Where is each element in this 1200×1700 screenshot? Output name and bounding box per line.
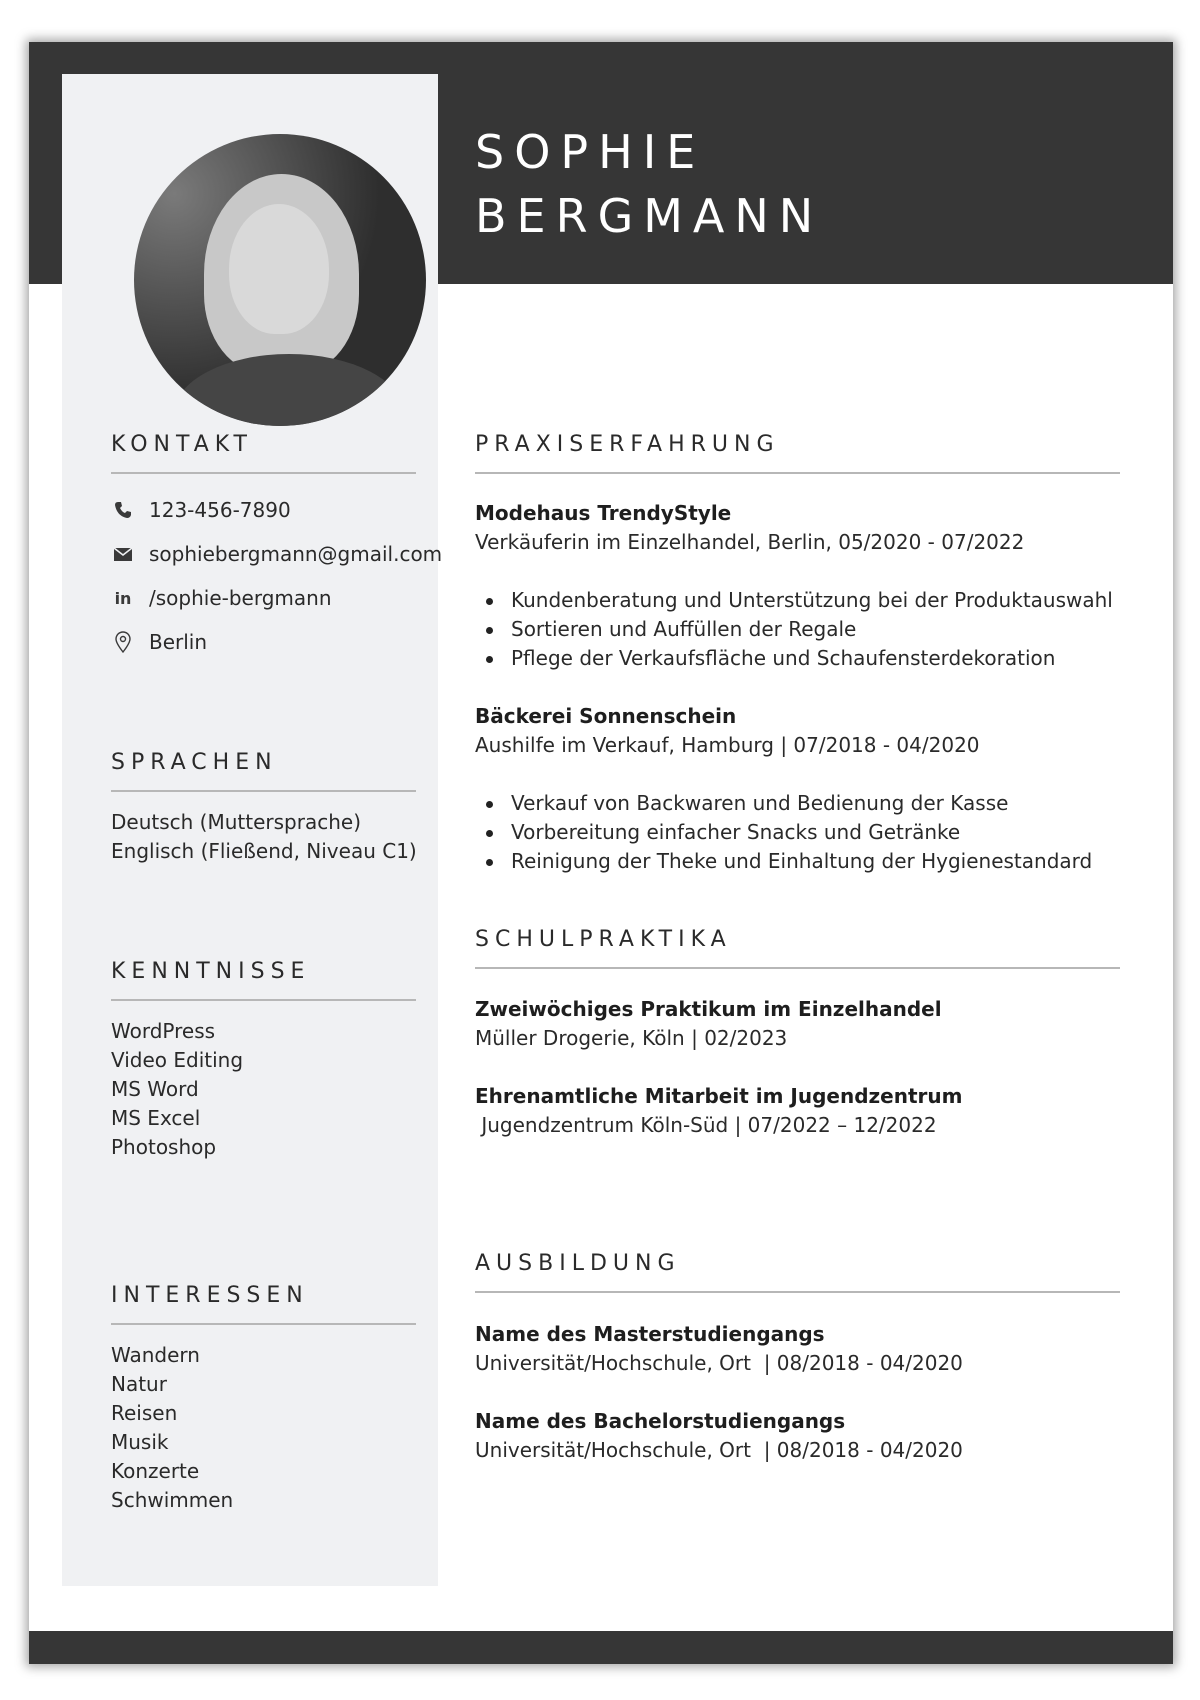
job-entry [475, 499, 1155, 673]
interest-item: Reisen [111, 1401, 178, 1425]
interest-item: Wandern [111, 1343, 200, 1367]
location-pin-icon [111, 630, 135, 654]
skill-item: Video Editing [111, 1048, 244, 1072]
interest-item: Musik [111, 1430, 169, 1454]
job-role: Aushilfe im Verkauf, Hamburg | 07/2018 - 04/2020 [475, 733, 980, 757]
resume-page [29, 42, 1173, 1664]
contact-divider [111, 472, 416, 474]
contact-linkedin[interactable] [111, 583, 332, 613]
duty-item: Verkauf von Backwaren und Bedienung der Kasse [475, 789, 1155, 818]
interests-heading: INTERESSEN [111, 1283, 309, 1308]
language-item: Deutsch (Muttersprache) [111, 810, 361, 834]
experience-heading: PRAXISERFAHRUNG [475, 432, 780, 457]
skill-item: MS Excel [111, 1106, 201, 1130]
job-duties [475, 789, 1155, 876]
contact-email[interactable] [111, 539, 442, 569]
internship-details: Jugendzentrum Köln-Süd | 07/2022 – 12/2022 [475, 1113, 937, 1137]
duty-item: Vorbereitung einfacher Snacks und Getränke [475, 818, 1155, 847]
skills-divider [111, 999, 416, 1001]
internship-details: Müller Drogerie, Köln | 02/2023 [475, 1026, 788, 1050]
job-company: Bäckerei Sonnenschein [475, 704, 737, 728]
linkedin-handle: /sophie-bergmann [149, 586, 332, 610]
duty-item: Pflege der Verkaufsfläche und Schaufensterdekoration [475, 644, 1155, 673]
skills-heading: KENNTNISSE [111, 959, 311, 984]
contact-heading: KONTAKT [111, 432, 253, 457]
internships-heading: SCHULPRAKTIKA [475, 927, 732, 952]
duty-item: Sortieren und Auffüllen der Regale [475, 615, 1155, 644]
skill-item: WordPress [111, 1019, 216, 1043]
skills-list [111, 1017, 243, 1162]
location-text: Berlin [149, 630, 208, 654]
degree-details: Universität/Hochschule, Ort | 08/2018 - 04/2020 [475, 1351, 963, 1375]
language-item: Englisch (Fließend, Niveau C1) [111, 839, 417, 863]
skill-item: MS Word [111, 1077, 199, 1101]
job-company: Modehaus TrendyStyle [475, 501, 732, 525]
internship-title: Zweiwöchiges Praktikum im Einzelhandel [475, 997, 942, 1021]
contact-phone[interactable] [111, 495, 291, 525]
degree-title: Name des Bachelorstudiengangs [475, 1409, 846, 1433]
internships-divider [475, 967, 1120, 969]
candidate-name [475, 120, 823, 248]
languages-divider [111, 790, 416, 792]
education-entry [475, 1407, 1155, 1465]
languages-list [111, 808, 417, 866]
phone-number: 123-456-7890 [149, 498, 291, 522]
experience-divider [475, 472, 1120, 474]
sidebar [62, 74, 443, 1586]
phone-icon [111, 498, 135, 522]
internship-entry [475, 995, 1155, 1053]
first-name: SOPHIE [475, 125, 706, 179]
interests-divider [111, 1323, 416, 1325]
education-heading: AUSBILDUNG [475, 1251, 681, 1276]
duty-item: Kundenberatung und Unterstützung bei der Produktauswahl [475, 586, 1155, 615]
job-duties [475, 586, 1155, 673]
education-divider [475, 1291, 1120, 1293]
interests-list [111, 1341, 233, 1515]
last-name: BERGMANN [475, 189, 824, 243]
degree-details: Universität/Hochschule, Ort | 08/2018 - 04/2020 [475, 1438, 963, 1462]
interest-item: Schwimmen [111, 1488, 234, 1512]
job-entry [475, 702, 1155, 876]
skill-item: Photoshop [111, 1135, 217, 1159]
degree-title: Name des Masterstudiengangs [475, 1322, 825, 1346]
languages-heading: SPRACHEN [111, 750, 278, 775]
interest-item: Konzerte [111, 1459, 200, 1483]
internship-title: Ehrenamtliche Mitarbeit im Jugendzentrum [475, 1084, 963, 1108]
duty-item: Reinigung der Theke und Einhaltung der Hygienestandard [475, 847, 1155, 876]
mail-icon [111, 542, 135, 566]
email-address: sophiebergmann@gmail.com [149, 542, 443, 566]
internship-entry [475, 1082, 1155, 1140]
education-entry [475, 1320, 1155, 1378]
interest-item: Natur [111, 1372, 167, 1396]
contact-location [111, 627, 207, 657]
linkedin-icon: in [114, 588, 132, 608]
footer-bar [29, 1631, 1173, 1664]
profile-photo [134, 134, 426, 426]
job-role: Verkäuferin im Einzelhandel, Berlin, 05/2020 - 07/2022 [475, 530, 1025, 554]
